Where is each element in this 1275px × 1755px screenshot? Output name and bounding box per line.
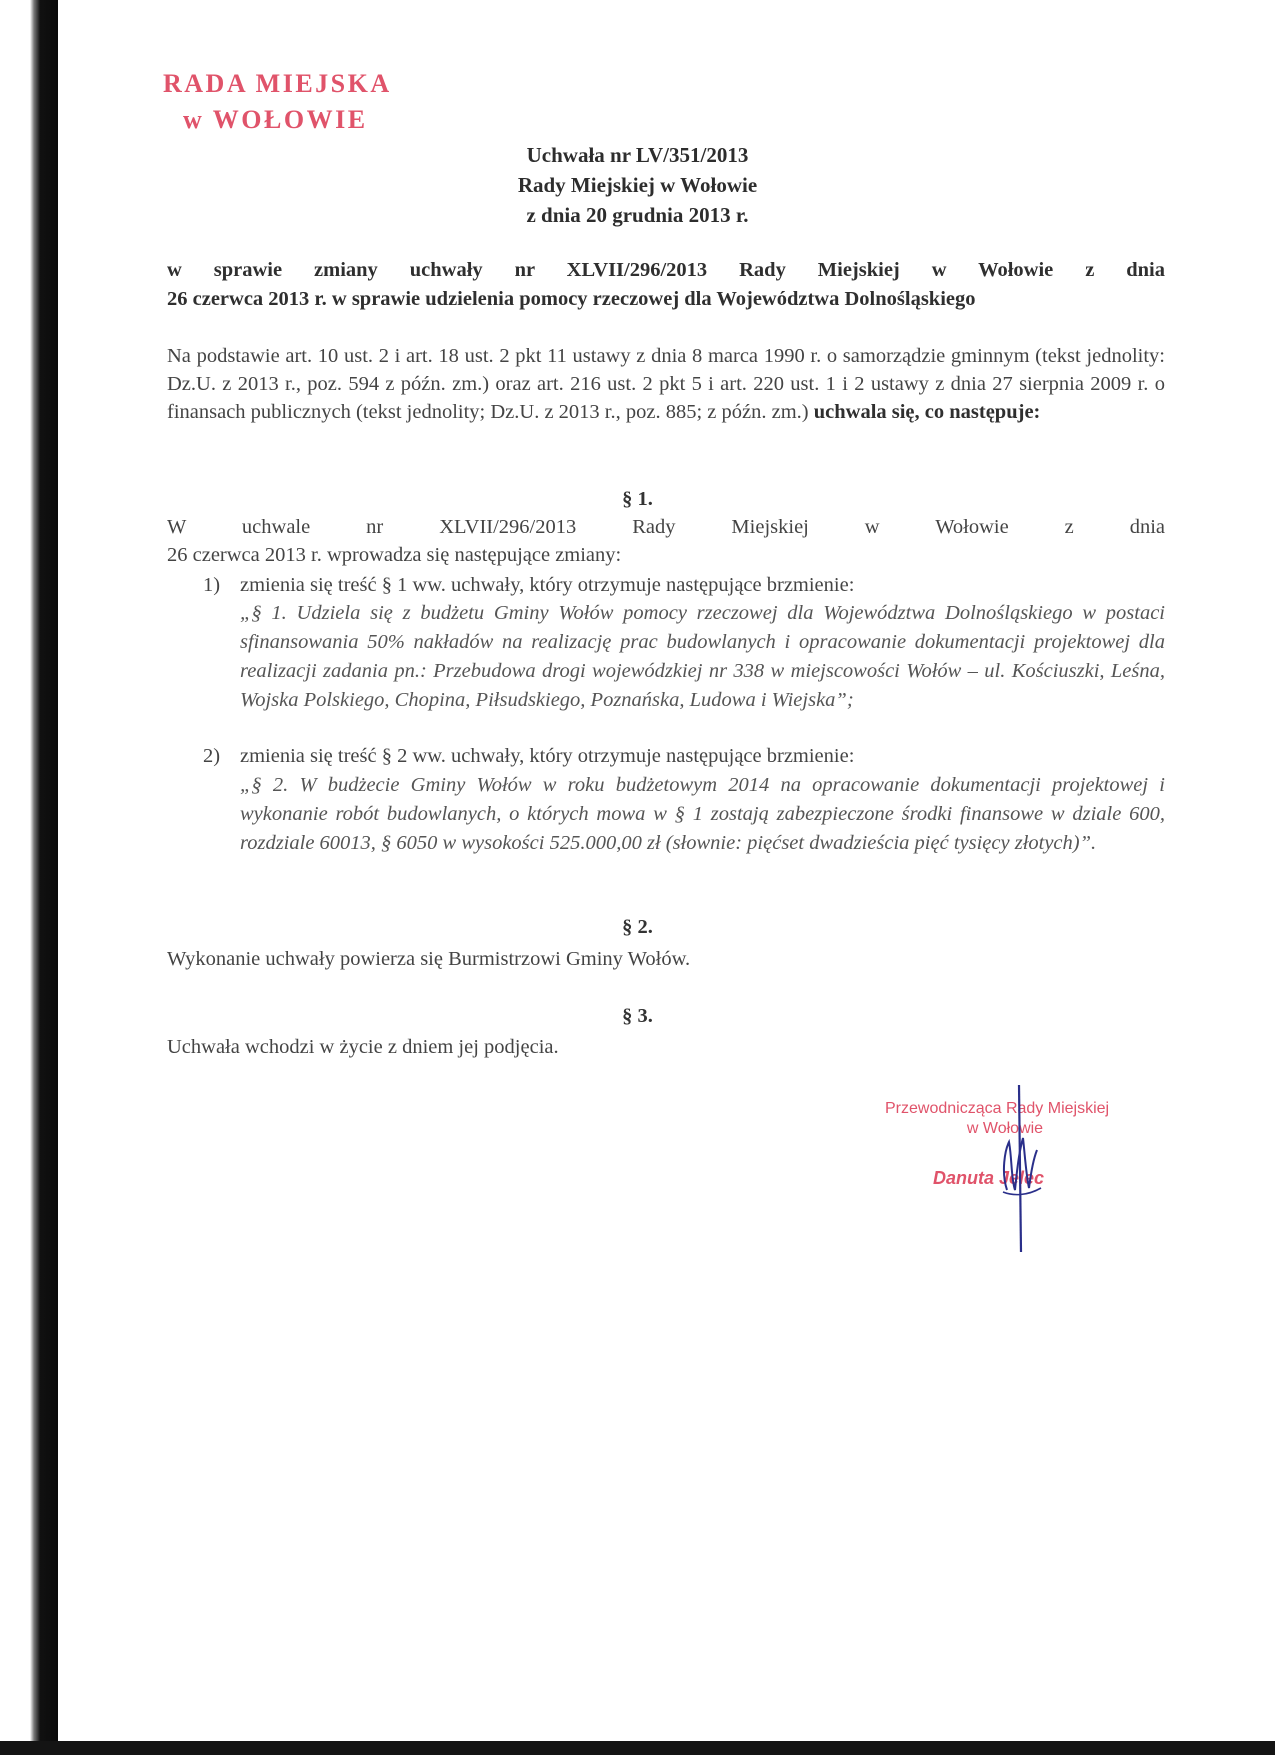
section1-heading: § 1. [622, 488, 653, 510]
list-item-number: 1) [203, 574, 221, 596]
section2-heading: § 2. [622, 916, 653, 938]
section1-intro-line1: W uchwale nr XLVII/296/2013 Rady Miejskiej w Wołowie z dnia [167, 516, 1165, 538]
list-item-text: zmienia się treść § 2 ww. uchwały, który otrzymuje następujące brzmienie: [240, 745, 855, 767]
section3-heading: § 3. [622, 1005, 653, 1027]
chairwoman-stamp-title: Przewodnicząca Rady Miejskiej [885, 1100, 1110, 1117]
title-line2: Rady Miejskiej w Wołowie [517, 173, 758, 197]
chairwoman-stamp-title2: w Wołowie [966, 1120, 1044, 1137]
preamble-bold: uchwala się, co następuje: [813, 401, 1041, 423]
council-stamp [163, 66, 392, 138]
section3-text: Uchwała wchodzi w życie z dniem jej podjęcia. [167, 1036, 559, 1058]
section2-text: Wykonanie uchwały powierza się Burmistrzowi Gminy Wołów. [167, 948, 691, 970]
council-stamp-line2: w WOŁOWIE [183, 105, 368, 134]
council-stamp-line1: RADA MIEJSKA [163, 69, 392, 98]
resolution-title [0, 140, 1275, 230]
handwritten-signature [985, 1080, 1095, 1255]
section1-intro-line2: 26 czerwca 2013 r. wprowadza się następujące zmiany: [167, 544, 622, 566]
preamble [167, 342, 1165, 426]
list-item-number: 2) [203, 745, 221, 767]
subject-line2: 26 czerwca 2013 r. w sprawie udzielenia pomocy rzeczowej dla Województwa Dolnośląskiego [167, 288, 976, 310]
preamble-text: Na podstawie art. 10 ust. 2 i art. 18 ust. 2 pkt 11 ustawy z dnia 8 marca 1990 r. o samorządzie gminnym (tekst jednolity: Dz.U. z 2013 r., poz. 594 z późn. zm.) oraz art. 216 ust. 2 pkt 5 i art. 220 ust. 1 i 2 ustawy z dnia 27 sierpnia 2009 r. o finansach publicznych (tekst jednolity; Dz.U. z 2013 r., poz. 885; z późn. zm.) [167, 345, 1165, 423]
title-line3: z dnia 20 grudnia 2013 r. [526, 203, 749, 227]
subject-line1: w sprawie zmiany uchwały nr XLVII/296/2013 Rady Miejskiej w Wołowie z dnia [167, 259, 1165, 281]
scan-bottom-edge [0, 1741, 1275, 1755]
list-item-text: zmienia się treść § 1 ww. uchwały, który otrzymuje następujące brzmienie: [240, 574, 855, 596]
title-line1: Uchwała nr LV/351/2013 [526, 143, 749, 167]
quote-paragraph-1: „§ 1. Udziela się z budżetu Gminy Wołów pomocy rzeczowej dla Województwa Dolnośląskiego w postaci sfinansowania 50% nakładów na realizację prac budowlanych i opracowanie dokumentacji projektowej dla realizacji zadania pn.: Przebudowa drogi wojewódzkiej nr 338 w miejscowości Wołów – ul. Kościuszki, Leśna, Wojska Polskiego, Chopina, Piłsudskiego, Poznańska, Ludowa i Wiejska”; [240, 602, 1165, 711]
quote-paragraph-2: „§ 2. W budżecie Gminy Wołów w roku budżetowym 2014 na opracowanie dokumentacji projektowej i wykonanie robót budowlanych, o których mowa w § 1 zostają zabezpieczone środki finansowe w dziale 600, rozdziale 60013, § 6050 w wysokości 525.000,00 zł (słownie: pięćset dwadzieścia pięć tysięcy złotych)”. [240, 774, 1165, 854]
scan-edge [0, 0, 58, 1755]
chairwoman-stamp-name: Danuta Jelec [933, 1168, 1045, 1188]
